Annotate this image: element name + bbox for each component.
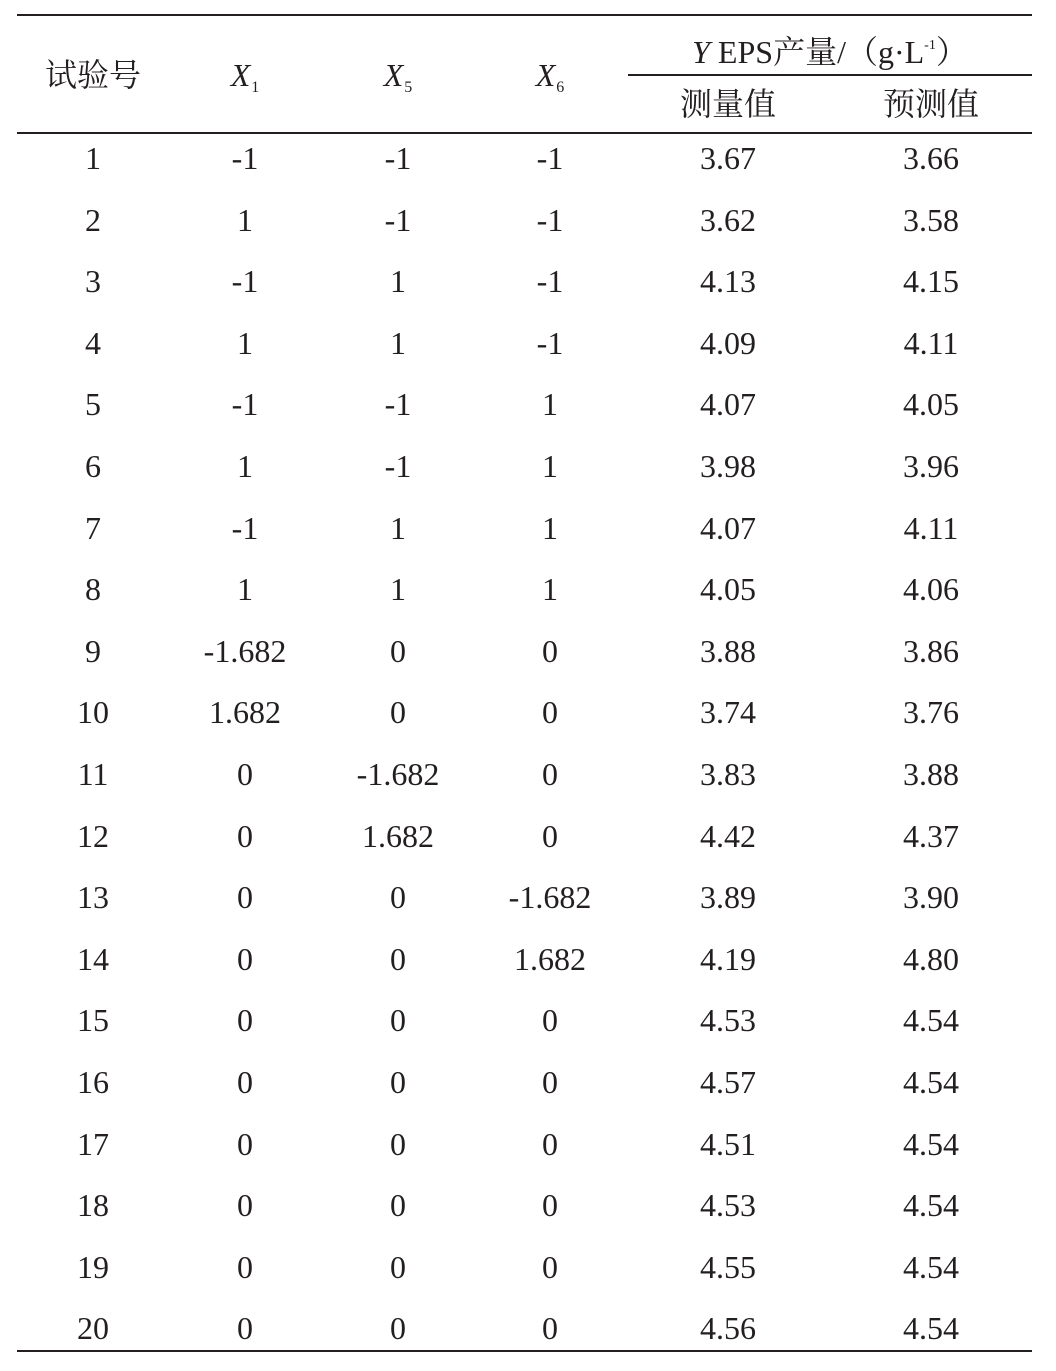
cell-run-number: 8 xyxy=(85,571,101,607)
cell-x5: 0 xyxy=(390,1249,406,1285)
cell-predicted: 4.80 xyxy=(903,941,959,977)
cell-predicted: 3.88 xyxy=(903,756,959,792)
cell-x5: 0 xyxy=(390,1002,406,1038)
cell-x5: 0 xyxy=(390,941,406,977)
cell-x5: 0 xyxy=(390,879,406,915)
cell-run-number: 11 xyxy=(77,756,109,792)
cell-measured: 4.51 xyxy=(700,1126,756,1162)
cell-x5: 0 xyxy=(390,1064,406,1100)
cell-x5: 0 xyxy=(390,694,406,730)
cell-run-number: 2 xyxy=(85,202,101,238)
cell-x5: 0 xyxy=(390,633,406,669)
cell-measured: 4.57 xyxy=(700,1064,756,1100)
cell-x5: 0 xyxy=(390,1126,406,1162)
cell-run-number: 4 xyxy=(85,325,101,361)
cell-predicted: 4.37 xyxy=(903,818,959,854)
cell-x1: 0 xyxy=(237,1249,253,1285)
cell-run-number: 20 xyxy=(77,1310,109,1346)
cell-measured: 4.07 xyxy=(700,510,756,546)
cell-x5: -1.682 xyxy=(356,756,440,792)
cell-run-number: 7 xyxy=(85,510,101,546)
cell-measured: 3.62 xyxy=(700,202,756,238)
cell-predicted: 4.05 xyxy=(903,386,959,422)
cell-x1: 1 xyxy=(237,571,253,607)
cell-run-number: 18 xyxy=(77,1187,109,1223)
cell-x1: -1 xyxy=(231,140,259,176)
cell-measured: 4.42 xyxy=(700,818,756,854)
table-top-rule xyxy=(17,14,1032,16)
cell-predicted: 4.54 xyxy=(903,1249,959,1285)
cell-x6: 0 xyxy=(542,818,558,854)
header-yield-sup: -1 xyxy=(924,38,936,53)
cell-measured: 4.53 xyxy=(700,1187,756,1223)
cell-x1: 0 xyxy=(237,879,253,915)
cell-run-number: 13 xyxy=(77,879,109,915)
cell-x1: -1 xyxy=(231,510,259,546)
cell-x6: -1 xyxy=(536,263,564,299)
cell-x1: 0 xyxy=(237,756,253,792)
cell-predicted: 3.76 xyxy=(903,694,959,730)
cell-x1: 0 xyxy=(237,818,253,854)
cell-x5: -1 xyxy=(384,202,412,238)
cell-x6: 1 xyxy=(542,448,558,484)
cell-measured: 3.89 xyxy=(700,879,756,915)
cell-x5: 0 xyxy=(390,1310,406,1346)
cell-x6: 1 xyxy=(542,510,558,546)
cell-x6: 0 xyxy=(542,1310,558,1346)
cell-x6: 0 xyxy=(542,694,558,730)
cell-x5: -1 xyxy=(384,140,412,176)
header-x1-sub: 1 xyxy=(251,79,260,96)
cell-x6: -1 xyxy=(536,140,564,176)
cell-predicted: 3.58 xyxy=(903,202,959,238)
cell-x6: 0 xyxy=(542,1187,558,1223)
cell-run-number: 15 xyxy=(77,1002,109,1038)
header-x6-sub: 6 xyxy=(556,79,565,96)
header-yield-var: Y xyxy=(692,34,710,70)
cell-predicted: 3.96 xyxy=(903,448,959,484)
header-x1-var: X xyxy=(230,57,251,93)
cell-x5: 1 xyxy=(390,263,406,299)
cell-x1: 0 xyxy=(237,1002,253,1038)
table-bottom-rule xyxy=(17,1350,1032,1352)
cell-x6: 0 xyxy=(542,1249,558,1285)
cell-predicted: 3.86 xyxy=(903,633,959,669)
cell-x6: -1 xyxy=(536,202,564,238)
header-yield-text: EPS产量/（g·L xyxy=(709,34,925,70)
cell-measured: 3.67 xyxy=(700,140,756,176)
cell-x6: -1.682 xyxy=(508,879,592,915)
cell-predicted: 4.54 xyxy=(903,1187,959,1223)
cell-x1: -1.682 xyxy=(203,633,287,669)
cell-x1: 0 xyxy=(237,1187,253,1223)
cell-measured: 4.56 xyxy=(700,1310,756,1346)
cell-x5: 1.682 xyxy=(362,818,434,854)
cell-run-number: 10 xyxy=(77,694,109,730)
cell-x1: 1.682 xyxy=(209,694,281,730)
cell-run-number: 1 xyxy=(85,140,101,176)
cell-x1: -1 xyxy=(231,386,259,422)
cell-run-number: 17 xyxy=(77,1126,109,1162)
cell-x6: 0 xyxy=(542,1126,558,1162)
cell-run-number: 19 xyxy=(77,1249,109,1285)
cell-predicted: 4.54 xyxy=(903,1310,959,1346)
cell-measured: 4.07 xyxy=(700,386,756,422)
header-group-rule xyxy=(628,74,1032,76)
cell-x5: -1 xyxy=(384,448,412,484)
cell-x1: 0 xyxy=(237,941,253,977)
cell-run-number: 12 xyxy=(77,818,109,854)
cell-run-number: 14 xyxy=(77,941,109,977)
cell-run-number: 3 xyxy=(85,263,101,299)
cell-measured: 3.88 xyxy=(700,633,756,669)
cell-predicted: 4.06 xyxy=(903,571,959,607)
cell-x1: 1 xyxy=(237,325,253,361)
cell-measured: 4.53 xyxy=(700,1002,756,1038)
cell-x1: 1 xyxy=(237,448,253,484)
header-predicted: 预测值 xyxy=(882,86,979,122)
cell-measured: 4.19 xyxy=(700,941,756,977)
cell-predicted: 4.54 xyxy=(903,1064,959,1100)
cell-measured: 3.98 xyxy=(700,448,756,484)
cell-predicted: 3.66 xyxy=(903,140,959,176)
header-x6 xyxy=(450,55,650,95)
cell-x1: 0 xyxy=(237,1310,253,1346)
cell-x5: 1 xyxy=(390,510,406,546)
cell-x1: -1 xyxy=(231,263,259,299)
cell-measured: 4.09 xyxy=(700,325,756,361)
cell-x6: 0 xyxy=(542,756,558,792)
cell-predicted: 4.11 xyxy=(903,325,959,361)
cell-predicted: 4.54 xyxy=(903,1126,959,1162)
header-measured: 测量值 xyxy=(679,86,776,122)
cell-measured: 4.55 xyxy=(700,1249,756,1285)
cell-x6: 0 xyxy=(542,1002,558,1038)
cell-predicted: 4.15 xyxy=(903,263,959,299)
cell-run-number: 5 xyxy=(85,386,101,422)
cell-measured: 4.05 xyxy=(700,571,756,607)
cell-x5: 0 xyxy=(390,1187,406,1223)
cell-measured: 4.13 xyxy=(700,263,756,299)
header-x5-sub: 5 xyxy=(404,79,413,96)
cell-x6: -1 xyxy=(536,325,564,361)
cell-x1: 1 xyxy=(237,202,253,238)
cell-measured: 3.83 xyxy=(700,756,756,792)
cell-x6: 1 xyxy=(542,571,558,607)
cell-run-number: 9 xyxy=(85,633,101,669)
cell-run-number: 6 xyxy=(85,448,101,484)
header-x5-var: X xyxy=(383,57,404,93)
cell-x6: 0 xyxy=(542,1064,558,1100)
cell-x5: 1 xyxy=(390,325,406,361)
header-run-number: 试验号 xyxy=(44,57,141,93)
cell-x6: 0 xyxy=(542,633,558,669)
table-header-rule xyxy=(17,132,1032,134)
cell-x6: 1.682 xyxy=(514,941,586,977)
header-x6-var: X xyxy=(535,57,556,93)
cell-predicted: 4.11 xyxy=(903,510,959,546)
cell-measured: 3.74 xyxy=(700,694,756,730)
cell-x5: -1 xyxy=(384,386,412,422)
cell-x1: 0 xyxy=(237,1064,253,1100)
cell-predicted: 4.54 xyxy=(903,1002,959,1038)
header-yield-group xyxy=(628,26,1032,70)
cell-x1: 0 xyxy=(237,1126,253,1162)
cell-run-number: 16 xyxy=(77,1064,109,1100)
header-yield-close: ） xyxy=(935,34,968,70)
cell-x6: 1 xyxy=(542,386,558,422)
cell-predicted: 3.90 xyxy=(903,879,959,915)
cell-x5: 1 xyxy=(390,571,406,607)
